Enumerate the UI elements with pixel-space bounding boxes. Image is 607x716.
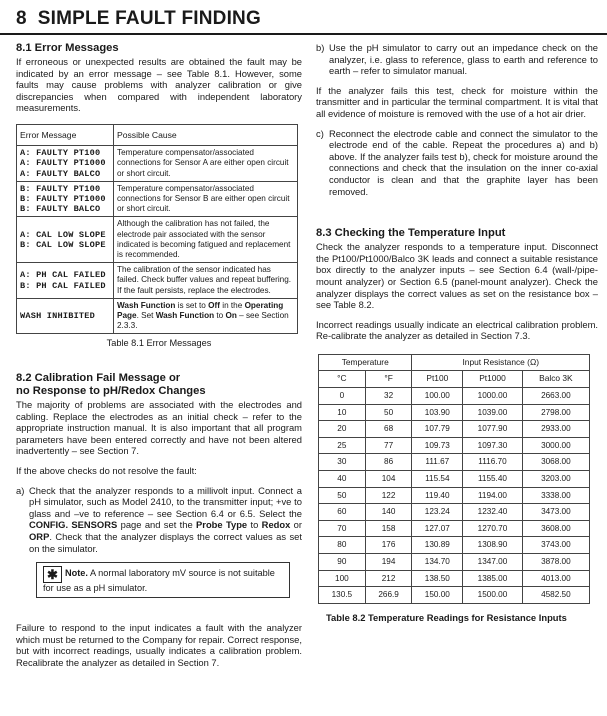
section-number: 8: [16, 8, 27, 29]
header-rule: [0, 33, 607, 35]
intro-8-1: If erroneous or unexpected results are obtained the fault may be indicated by an error message – see Table 8.1. However, some faults may cause problems with analyzer calibration or give discrepancies when compared with independent laboratory measurements.: [16, 56, 302, 114]
col-error-message: Error Message: [17, 124, 114, 145]
list-item-c: [316, 128, 598, 198]
error-table-body: [17, 146, 298, 299]
table-cell: 158: [365, 520, 412, 537]
para-8-3-1: Check the analyzer responds to a temperature input. Disconnect the Pt100/Pt1000/Balco 3K leads and connect a suitable resistance box directly to the analyzer inputs – see Section 6.4 (wall-/pipe-mount analyzer) or Section 6.5 (panel-mount analyzer). Check the analyzer displays the correct values as set on the resistance box – see Table 8.2.: [316, 241, 598, 311]
table-cell: 2798.00: [522, 404, 589, 421]
table-row: [319, 537, 590, 554]
table-cell: 60: [319, 504, 366, 521]
para-8-2-3: Failure to respond to the input indicates a fault with the analyzer which must be returned to the Company for repair. Correct response, but with incorrect readings, usually indicates a calibration problem. Recalibrate the analyzer as detailed in Section 7.: [16, 622, 302, 668]
error-code: A: FAULTY PT100 A: FAULTY PT1000 A: FAULTY BALCO: [17, 146, 114, 182]
heading-8-3: 8.3 Checking the Temperature Input: [316, 227, 506, 240]
table-row: [17, 217, 298, 263]
table-cell: 77: [365, 437, 412, 454]
table-row: [319, 437, 590, 454]
right-column: [316, 42, 598, 623]
table-cell: 127.07: [412, 520, 463, 537]
table-cell: 3338.00: [522, 487, 589, 504]
table-cell: 119.40: [412, 487, 463, 504]
possible-cause: Temperature compensator/associated connections for Sensor A are either open circuit or short circuit.: [114, 146, 298, 182]
table-cell: 1347.00: [463, 554, 523, 571]
table-cell: 138.50: [412, 570, 463, 587]
table-cell: 50: [319, 487, 366, 504]
table-cell: 1097.30: [463, 437, 523, 454]
group-input-resistance: Input Resistance (Ω): [412, 354, 590, 371]
table-cell: 130.5: [319, 587, 366, 604]
page-title: [16, 8, 261, 30]
list-text: Reconnect the electrode cable and connect the simulator to the electrode end of the cable. Repeat the procedures a) and b) above. If the analyzer fails test b), check for moisture around the connections and check that the insulation on the inner co-axial conductor is clean and that the graphite layer has been removed.: [329, 127, 598, 197]
col-header: Balco 3K: [522, 371, 589, 388]
table-cell: 3068.00: [522, 454, 589, 471]
para-8-2-4: If the analyzer fails this test, check for moisture within the transmitter and in particular the terminal compartment. It is vital that all evidence of moisture is removed with the use of a hot air drier.: [316, 84, 598, 119]
table-row: [319, 421, 590, 438]
table-cell: 30: [319, 454, 366, 471]
table-cell: 1155.40: [463, 471, 523, 488]
list-text: Use the pH simulator to carry out an impedance check on the analyzer, i.e. glass to reference, glass to earth and reference to earth – refer to simulator manual.: [329, 42, 598, 77]
table-row: [319, 587, 590, 604]
table-cell: 70: [319, 520, 366, 537]
temperature-table: [318, 354, 590, 604]
table-cell: 32: [365, 388, 412, 405]
table-cell: 1077.90: [463, 421, 523, 438]
table-cell: 140: [365, 504, 412, 521]
table-cell: 40: [319, 471, 366, 488]
table-cell: 4013.00: [522, 570, 589, 587]
temperature-table-body: [319, 388, 590, 604]
table-cell: 1232.40: [463, 504, 523, 521]
table-cell: 266.9: [365, 587, 412, 604]
col-header: Pt100: [412, 371, 463, 388]
heading-8-1: 8.1 Error Messages: [16, 42, 119, 54]
list-item-a: [16, 485, 302, 555]
table-cell: 107.79: [412, 421, 463, 438]
table-cell: 130.89: [412, 537, 463, 554]
table-cell: 2663.00: [522, 388, 589, 405]
table-cell: 1500.00: [463, 587, 523, 604]
table-row: [17, 181, 298, 217]
section-title: SIMPLE FAULT FINDING: [37, 8, 261, 29]
note-text: A normal laboratory mV source is not suitable for use as a pH simulator.: [43, 568, 275, 594]
table-cell: 4582.50: [522, 587, 589, 604]
table-cell: 1194.00: [463, 487, 523, 504]
col-header: °C: [319, 371, 366, 388]
left-column: [16, 42, 302, 669]
table-cell: 50: [365, 404, 412, 421]
table-cell: 80: [319, 537, 366, 554]
table-cell: 104: [365, 471, 412, 488]
table-cell: 134.70: [412, 554, 463, 571]
table-cell: 150.00: [412, 587, 463, 604]
table-cell: 1270.70: [463, 520, 523, 537]
table-cell: 1116.70: [463, 454, 523, 471]
table-cell: 3608.00: [522, 520, 589, 537]
note-box: [36, 562, 290, 598]
list-label: b): [316, 42, 325, 53]
table-cell: 3878.00: [522, 554, 589, 571]
table-group-header-row: [319, 354, 590, 371]
table-cell: 3203.00: [522, 471, 589, 488]
table-cell: 90: [319, 554, 366, 571]
table-row: [17, 298, 298, 334]
col-header: Pt1000: [463, 371, 523, 388]
table-row: [319, 504, 590, 521]
possible-cause: Although the calibration has not failed, the electrode pair associated with the sensor indicated is becoming fatigued and replacement is recommended.: [114, 217, 298, 263]
table-cell: 176: [365, 537, 412, 554]
table-cell: 122: [365, 487, 412, 504]
table-cell: 25: [319, 437, 366, 454]
list-text: Check that the analyzer responds to a millivolt input. Connect a pH simulator, such as Model 2410, to the transmitter input; +ve to glass and –ve to reference – see Section 6.4 or 6.5. Select the CONFIG. SENSORS page and set the Probe Type to Redox or ORP. Check that the analyzer displays the correct values as set on the simulator.: [29, 484, 303, 554]
table-cell: 123.24: [412, 504, 463, 521]
table-cell: 109.73: [412, 437, 463, 454]
list-label: c): [316, 127, 324, 139]
table-cell: 20: [319, 421, 366, 438]
table-row: [319, 404, 590, 421]
table-header-row: [319, 371, 590, 388]
heading-8-2: 8.2 Calibration Fail Message or no Response to pH/Redox Changes: [16, 372, 206, 398]
table-cell: 100: [319, 570, 366, 587]
table-row: [17, 263, 298, 299]
table-header-row: [17, 124, 298, 145]
group-temperature: Temperature: [319, 354, 412, 371]
table-cell: 1039.00: [463, 404, 523, 421]
table-8-2-caption: Table 8.2 Temperature Readings for Resistance Inputs: [326, 611, 567, 623]
table-row: [319, 454, 590, 471]
table-row: [319, 554, 590, 571]
list-item-b: [316, 42, 598, 77]
table-cell: 3743.00: [522, 537, 589, 554]
error-code: A: PH CAL FAILED B: PH CAL FAILED: [17, 263, 114, 299]
possible-cause: Temperature compensator/associated connections for Sensor B are either open circuit or short circuit.: [114, 181, 298, 217]
col-possible-cause: Possible Cause: [114, 124, 298, 145]
table-cell: 2933.00: [522, 421, 589, 438]
table-row: [319, 487, 590, 504]
table-cell: 194: [365, 554, 412, 571]
table-8-1-caption: Table 8.1 Error Messages: [106, 338, 212, 349]
possible-cause: Wash Function is set to Off in the Operating Page. Set Wash Function to On – see Section 2.3.3.: [114, 298, 298, 334]
asterisk-icon: ✱: [43, 566, 62, 583]
error-code: B: FAULTY PT100 B: FAULTY PT1000 B: FAULTY BALCO: [17, 181, 114, 217]
table-cell: 3473.00: [522, 504, 589, 521]
table-cell: 86: [365, 454, 412, 471]
error-code: WASH INHIBITED: [17, 298, 114, 334]
table-cell: 111.67: [412, 454, 463, 471]
table-cell: 115.54: [412, 471, 463, 488]
table-row: [319, 520, 590, 537]
error-code: A: CAL LOW SLOPE B: CAL LOW SLOPE: [17, 217, 114, 263]
table-cell: 0: [319, 388, 366, 405]
table-cell: 1308.90: [463, 537, 523, 554]
table-cell: 212: [365, 570, 412, 587]
table-cell: 103.90: [412, 404, 463, 421]
para-8-2-2: If the above checks do not resolve the fault:: [16, 464, 197, 476]
possible-cause: The calibration of the sensor indicated has failed. Check buffer values and repeat buffering. If the fault persists, replace the electrodes.: [114, 263, 298, 299]
error-messages-table: [16, 124, 298, 334]
table-row: [17, 146, 298, 182]
para-8-2-1: The majority of problems are associated with the electrodes and cabling. Replace the electrodes as an initial check – refer to the appropriate instruction manual. It is also important that all program parameters have been entered correctly and have not been altered inadvertently – see Section 7.: [16, 399, 302, 457]
page-header: [0, 0, 607, 34]
table-cell: 3000.00: [522, 437, 589, 454]
table-cell: 1000.00: [463, 388, 523, 405]
note-label: Note.: [65, 568, 88, 579]
table-cell: 100.00: [412, 388, 463, 405]
table-row: [319, 388, 590, 405]
table-row: [319, 471, 590, 488]
col-header: °F: [365, 371, 412, 388]
table-cell: 1385.00: [463, 570, 523, 587]
table-row: [319, 570, 590, 587]
table-cell: 68: [365, 421, 412, 438]
list-label: a): [16, 484, 25, 496]
table-cell: 10: [319, 404, 366, 421]
para-8-3-2: Incorrect readings usually indicate an electrical calibration problem. Re-calibrate the analyzer as detailed in Section 7.3.: [316, 318, 598, 342]
